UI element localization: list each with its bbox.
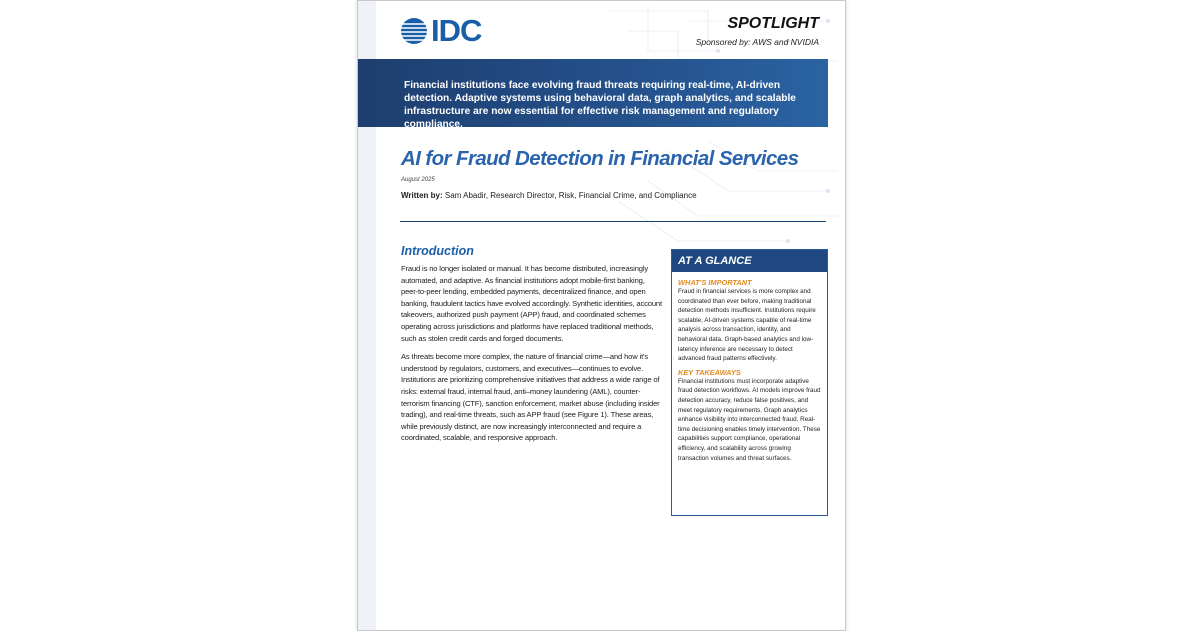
idc-logo (400, 13, 482, 48)
whats-important-heading: WHAT'S IMPORTANT (678, 278, 752, 287)
document-date: August 2025 (401, 177, 435, 183)
spotlight-label: SPOTLIGHT (727, 15, 819, 32)
key-takeaways-heading: KEY TAKEAWAYS (678, 367, 741, 377)
intro-paragraph-1: Fraud is no longer isolated or manual. It has become distributed, increasingly automated, and adaptive. As financial institutions adopt mobile-first banking, peer-to-peer lending, embedded payments, decentralized finance, and open banking, fraudulent tactics have evolved accordingly. Synthetic identities, account takeovers, authorized push payment (APP) fraud, and coordinated schemes operating across jurisdictions and platforms have replaced traditional methods, such as stolen credit cards and forged documents. (401, 264, 662, 343)
banner-text: Financial institutions face evolving fraud threats requiring real-time, AI-driven detection. Adaptive systems using behavioral data, graph analytics, and scalable infrastructure are now essential for effective risk management and regulatory compliance. (404, 80, 796, 130)
at-a-glance-box (671, 249, 828, 516)
author-name: Sam Abadir, Research Director, Risk, Financial Crime, and Compliance (444, 191, 697, 200)
introduction-heading: Introduction (401, 244, 474, 258)
at-a-glance-body (672, 272, 827, 463)
document-title: AI for Fraud Detection in Financial Services (401, 147, 799, 170)
sponsor-text: Sponsored by: AWS and NVIDIA (695, 37, 819, 47)
globe-icon (400, 17, 428, 45)
summary-banner (358, 59, 828, 130)
whats-important-text: Fraud in financial services is more complex and coordinated than ever before, making traditional detection methods insufficient. Institutions require scalable, AI-driven systems capable of real-time analysis across transaction, identity, and behavioral data. Graph-based analytics and low-latency inference are necessary to detect advanced fraud patterns effectively. (678, 288, 816, 363)
spotlight-block (696, 15, 819, 47)
intro-paragraph-2: As threats become more complex, the nature of financial crime—and how it's understood by regulators, customers, and executives—continues to evolve. Institutions are prioritizing comprehensive initiatives that address a wide range of risks: external fraud, internal fraud, anti–money laundering (AML), counter-terrorism financing (CTF), sanction enforcement, market abuse (including insider trading), and real-time threats, such as APP fraud (see Figure 1). These areas, while previously distinct, are now increasingly interconnected and require a coordinated, scalable, and responsive approach. (401, 352, 660, 443)
title-divider (400, 221, 826, 222)
document-page (357, 0, 846, 631)
introduction-body (401, 263, 663, 451)
author-label: Written by: (401, 191, 443, 200)
at-a-glance-heading: AT A GLANCE (672, 250, 827, 272)
key-takeaways-text: Financial institutions must incorporate adaptive fraud detection workflows. AI models improve fraud detection accuracy, reduce false positives, and meet regulatory requirements. Graph analytics enhance visibility into interconnected fraud. Real-time decisioning enables timely intervention. These capabilities support compliance, operational efficiency, and scalability across growing transaction volumes and threat surfaces. (678, 377, 821, 462)
logo-text: IDC (431, 13, 482, 48)
document-author (401, 191, 697, 200)
